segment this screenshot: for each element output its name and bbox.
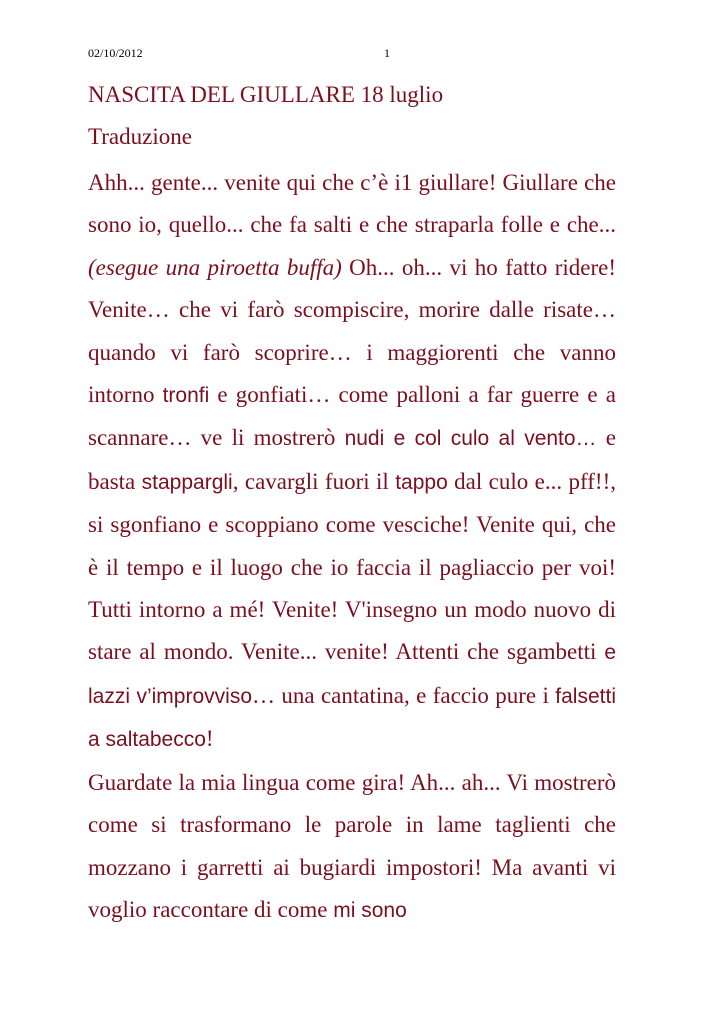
page-header xyxy=(88,46,388,62)
text-run: Ahh... gente... venite qui che c’è i1 giullare! Giullare che sono io, quello... che fa salti e che straparla folle e che... xyxy=(88,170,616,238)
page-number: 1 xyxy=(384,46,390,60)
text-run: Oh... oh... vi ho fatto ridere! Venite… che vi farò scompiscire, morire dalle risate… quando vi farò scoprire… i maggiorenti che vanno intorno xyxy=(88,254,617,408)
emphasis-run: nudi e col culo al vento… xyxy=(344,427,597,451)
stage-direction: (esegue una piroetta buffa) xyxy=(88,254,342,280)
text-run: ! xyxy=(205,726,214,752)
emphasis-run: stappargli xyxy=(141,470,233,494)
text-run: e gonfiati… come palloni a far guerre e a scannare… ve li mostrerò xyxy=(88,382,616,451)
document-body xyxy=(88,162,616,932)
emphasis-run: tappo xyxy=(395,470,448,494)
header-date: 02/10/2012 xyxy=(88,46,143,60)
document-title: NASCITA DEL GIULLARE 18 luglio xyxy=(88,82,444,107)
body-paragraph-2 xyxy=(88,762,616,933)
text-run: , cavargli fuori il xyxy=(232,468,396,494)
emphasis-run: falsetti a saltabecco xyxy=(88,684,616,752)
document-subtitle: Traduzione xyxy=(88,124,192,149)
emphasis-run: tronfi xyxy=(162,384,210,408)
text-run: Guardate la mia lingua come gira! Ah... ah... Vi mostrerò come si trasformano le parole in lame taglienti che mozzano i garretti ai bugiardi impostori! Ma avanti vi voglio raccontare di come xyxy=(88,769,616,922)
text-run: dal culo e... pff!!, si sgonfiano e scoppiano come vesciche! Venite qui, che è il tempo e il luogo che io faccia il pagliaccio per voi! Tutti intorno a mé! Venite! V'insegno un modo nuovo di stare al mondo. Venite... venite! Attenti che sgambetti xyxy=(88,468,616,665)
body-paragraph-1 xyxy=(88,162,616,762)
emphasis-run: e lazzi v’improvviso xyxy=(88,641,616,708)
emphasis-run: mi sono xyxy=(333,898,407,922)
text-run: … una cantatina, e faccio pure i xyxy=(252,682,556,708)
text-run: e basta xyxy=(88,425,616,494)
